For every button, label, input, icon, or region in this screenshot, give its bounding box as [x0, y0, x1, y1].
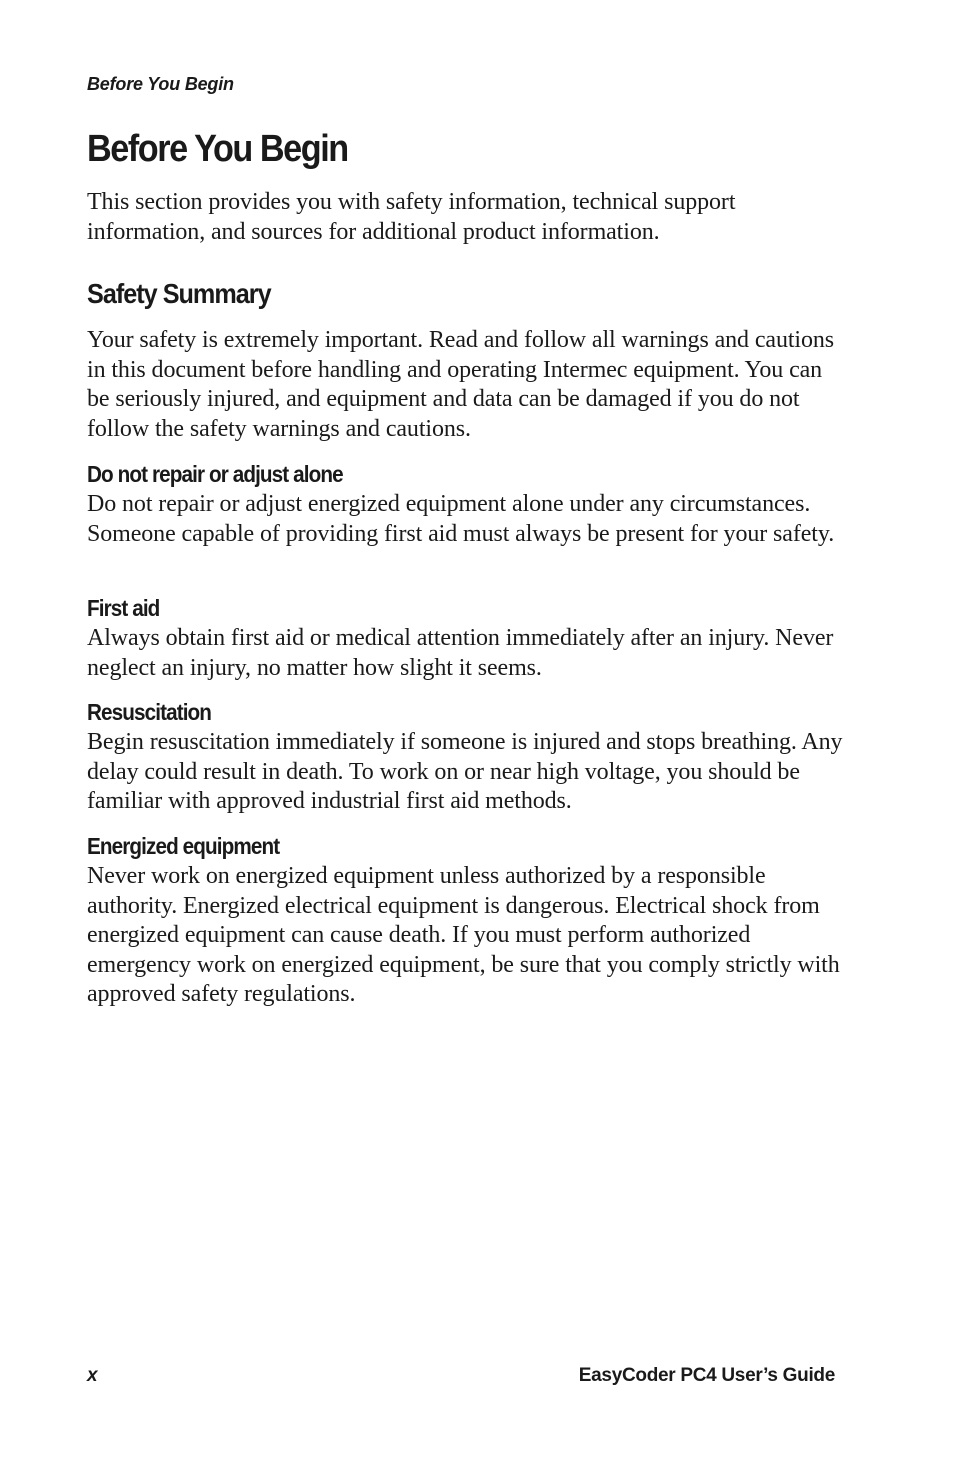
page-title: Before You Begin — [87, 128, 348, 170]
subsection-text: Never work on energized equipment unless authorized by a responsible authority. Energized electrical equipment is dangerous. Electrical shock from energized equipment can cause death. If you must perform authorized emergency work on energized equipment, be sure that you comply strictly with approved safety regulations. — [87, 863, 840, 1007]
subsection-title: Energized equipment — [87, 833, 280, 859]
subsection-text: Do not repair or adjust energized equipment alone under any circumstances. Someone capable of providing first aid must always be present for your safety. — [87, 491, 835, 547]
subsection-title: Resuscitation — [87, 699, 212, 725]
subsection-text: Always obtain first aid or medical attention immediately after an injury. Never neglect an injury, no matter how slight it seems. — [87, 625, 834, 681]
subsection-text: Begin resuscitation immediately if someone is injured and stops breathing. Any delay could result in death. To work on or near high voltage, you should be familiar with approved industrial first aid methods. — [87, 729, 843, 814]
safety-intro-paragraph: Your safety is extremely important. Read and follow all warnings and cautions in this document before handling and operating Intermec equipment. You can be seriously injured, and equipment and data can be damaged if you do not follow the safety warnings and cautions. — [87, 327, 835, 442]
subsection-title: Do not repair or adjust alone — [87, 461, 343, 487]
section-title-safety-summary: Safety Summary — [87, 278, 271, 309]
subsection-title: First aid — [87, 595, 160, 621]
running-header: Before You Begin — [87, 74, 234, 94]
page-number: x — [87, 1365, 98, 1386]
subsection-resuscitation — [87, 698, 847, 817]
subsection-energized-equipment — [87, 832, 847, 1010]
subsection-first-aid — [87, 594, 847, 683]
footer-book-title: EasyCoder PC4 User’s Guide — [578, 1365, 835, 1386]
subsection-repair-alone — [87, 460, 847, 549]
intro-paragraph: This section provides you with safety information, technical support information, and sources for additional product information. — [87, 189, 736, 245]
